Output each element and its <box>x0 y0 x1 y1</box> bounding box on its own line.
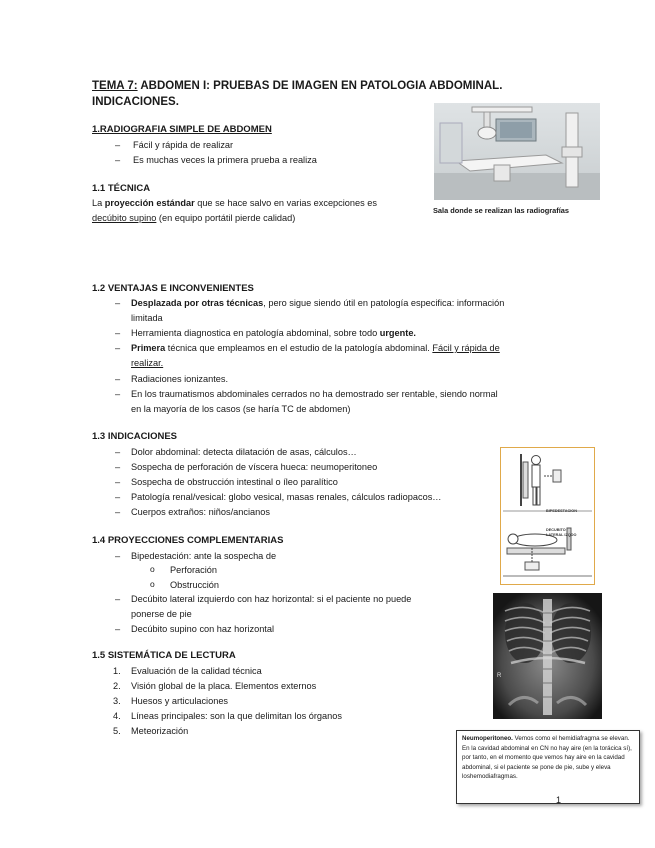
number-marker: 2. <box>113 681 121 691</box>
list-item: En los traumatismos abdominales cerrados no ha demostrado ser rentable, siendo normal en la mayoría de los casos (se haría TC de abdomen) <box>131 389 498 414</box>
dash: – <box>115 343 121 353</box>
list-subitem: Perforación <box>170 565 217 575</box>
radiography-room-photo <box>434 103 600 200</box>
section-1-2-heading: 1.2 VENTAJAS E INCONVENIENTES <box>92 283 254 294</box>
dash: – <box>115 389 121 399</box>
list-item: Bipedestación: ante la sospecha de <box>131 551 277 561</box>
diagram-label-lateral: DECUBITO LATERAL IZQDO <box>546 528 577 537</box>
diagram-label-standing: BIPEDESTACION <box>546 509 577 513</box>
list-item: Radiaciones ionizantes. <box>131 374 229 384</box>
section-1-5-heading: 1.5 SISTEMÁTICA DE LECTURA <box>92 650 236 661</box>
list-item: Evaluación de la calidad técnica <box>131 666 262 676</box>
abdominal-xray-image <box>493 593 602 719</box>
number-marker: 1. <box>113 666 121 676</box>
dash: – <box>115 155 121 165</box>
list-item: Meteorización <box>131 726 189 736</box>
page-number: 1 <box>556 795 562 805</box>
dash: – <box>115 140 121 150</box>
list-item: Patología renal/vesical: globo vesical, masas renales, cálculos radiopacos… <box>131 492 442 502</box>
number-marker: 5. <box>113 726 121 736</box>
dash: – <box>115 374 121 384</box>
dash: – <box>115 462 121 472</box>
dash: – <box>115 492 121 502</box>
positions-diagram <box>500 447 595 585</box>
dash: – <box>115 477 121 487</box>
neumoperitoneo-note: Neumoperitoneo. Vemos como el hemidiafragma se elevan. En la cavidad abdominal en CN no hay aire (en la torácica sí), por tanto, en el momento que vemos hay aire en la cavidad abdominal, si el paciente se pone de pie, sube y eleva loshemodiafragmas. <box>456 730 640 804</box>
photo-caption: Sala donde se realizan las radiografías <box>433 206 569 215</box>
list-item: Decúbito supino con haz horizontal <box>131 624 275 634</box>
dash: – <box>115 624 121 634</box>
list-item: Dolor abdominal: detecta dilatación de asas, cálculos… <box>131 447 357 457</box>
number-marker: 4. <box>113 711 121 721</box>
section-1-4-heading: 1.4 PROYECCIONES COMPLEMENTARIAS <box>92 535 284 546</box>
dash: – <box>115 594 121 604</box>
dash: – <box>115 551 121 561</box>
dash: – <box>115 328 121 338</box>
list-item: Decúbito lateral izquierdo con haz horizontal: si el paciente no puede ponerse de pie <box>131 594 412 619</box>
list-item: Es muchas veces la primera prueba a realiza <box>133 155 317 165</box>
list-item: Cuerpos extraños: niños/ancianos <box>131 507 270 517</box>
xray-side-marker: R <box>497 673 502 679</box>
dash: – <box>115 298 121 308</box>
list-item: Primera técnica que empleamos en el estudio de la patología abdominal. Fácil y rápida de realizar. <box>131 343 500 368</box>
list-item: Desplazada por otras técnicas, pero sigue siendo útil en patología especifica: información limitada <box>131 298 505 323</box>
number-marker: 3. <box>113 696 121 706</box>
dash: – <box>115 507 121 517</box>
list-item: Visión global de la placa. Elementos externos <box>131 681 317 691</box>
list-item: Sospecha de obstrucción intestinal o íleo paralítico <box>131 477 338 487</box>
list-item: Huesos y articulaciones <box>131 696 229 706</box>
list-item: Líneas principales: son la que delimitan los órganos <box>131 711 342 721</box>
section-1-3-heading: 1.3 INDICACIONES <box>92 431 177 442</box>
list-item: Herramienta diagnostica en patología abdominal, sobre todo urgente. <box>131 328 416 338</box>
list-item: Sospecha de perforación de víscera hueca: neumoperitoneo <box>131 462 378 472</box>
dash: – <box>115 447 121 457</box>
section-1-heading: 1.RADIOGRAFIA SIMPLE DE ABDOMEN <box>92 124 272 135</box>
sub-bullet: o <box>150 564 155 574</box>
section-1-1-heading: 1.1 TÉCNICA <box>92 183 151 194</box>
list-item: Fácil y rápida de realizar <box>133 140 234 150</box>
page-title: TEMA 7: ABDOMEN I: PRUEBAS DE IMAGEN EN PATOLOGIA ABDOMINAL. INDICACIONES. <box>92 80 503 108</box>
technique-paragraph: La proyección estándar que se hace salvo en varias excepciones es decúbito supino (en equipo portátil pierde calidad) <box>92 198 377 223</box>
sub-bullet: o <box>150 579 155 589</box>
list-subitem: Obstrucción <box>170 580 220 590</box>
